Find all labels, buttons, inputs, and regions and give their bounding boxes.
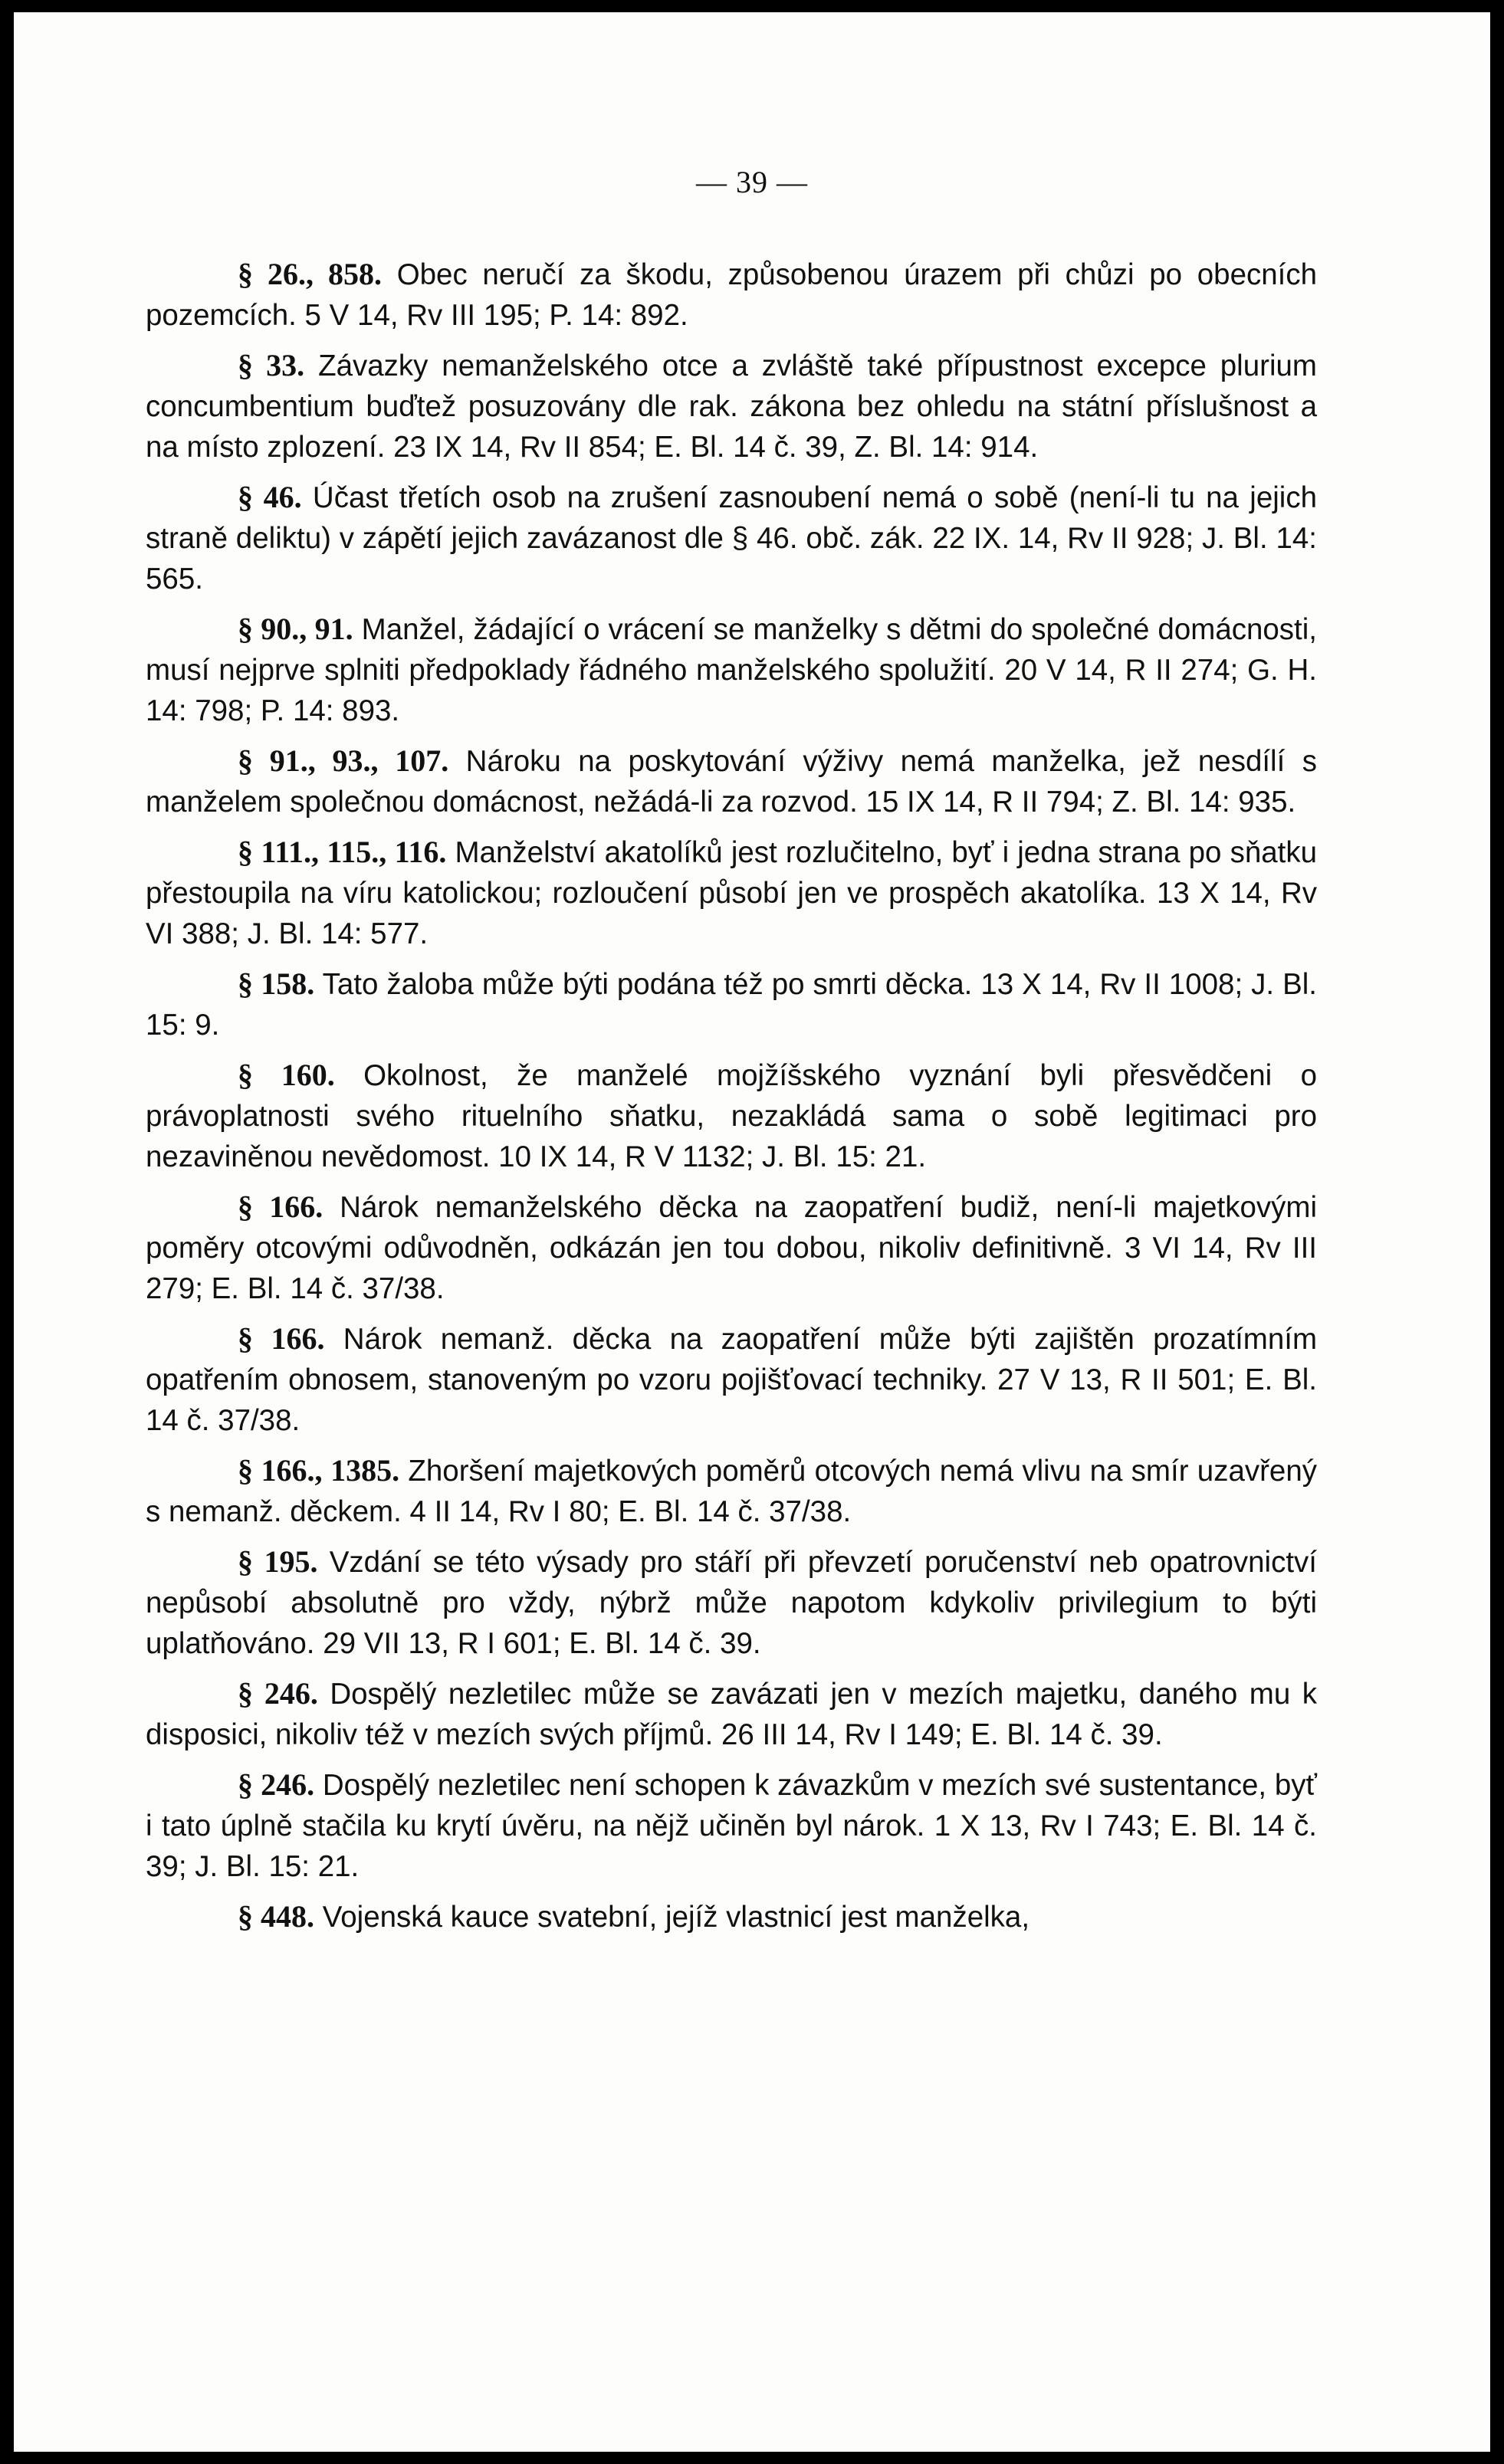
- entry-text: Závazky nemanželského otce a zvláště také přípustnost excepce plurium concumbentium buďtež posuzovány dle rak. zákona bez ohledu na státní příslušnost a na místo zplození. 23 IX 14, Rv II 854; E. Bl. 14 č. 39, Z. Bl. 14: 914.: [146, 349, 1317, 464]
- entry-text: Nároku na poskytování výživy nemá manželka, jež nesdílí s manželem společnou domácnost, nežádá-li za rozvod. 15 IX 14, R II 794; Z. Bl. 14: 935.: [146, 745, 1317, 819]
- section-reference: § 246.: [238, 1767, 315, 1802]
- entry-paragraph: [146, 740, 1317, 822]
- section-reference: § 111., 115., 116.: [238, 835, 447, 869]
- entry-paragraph: [146, 1186, 1317, 1309]
- section-reference: § 160.: [238, 1058, 335, 1092]
- document-page: [14, 12, 1490, 2452]
- entry-text: Dospělý nezletilec není schopen k závazkům v mezích své sustentance, byť i tato úplně stačila ku krytí úvěru, na nějž učiněn byl nárok. 1 X 13, Rv I 743; E. Bl. 14 č. 39; J. Bl. 15: 21.: [146, 1769, 1317, 1883]
- section-reference: § 158.: [238, 966, 315, 1001]
- entry-text: Obec neručí za škodu, způsobenou úrazem při chůzi po obecních pozemcích. 5 V 14, Rv III 195; P. 14: 892.: [146, 258, 1317, 332]
- section-reference: § 246.: [238, 1676, 318, 1711]
- entry-paragraph: [146, 1764, 1317, 1887]
- section-reference: § 91., 93., 107.: [238, 743, 449, 778]
- entry-paragraph: [146, 963, 1317, 1045]
- entry-text: Vojenská kauce svatební, jejíž vlastnicí jest manželka,: [314, 1901, 1030, 1934]
- entry-text: Účast třetích osob na zrušení zasnoubení nemá o sobě (není-li tu na jejich straně deliktu) v zápětí jejich zavázanost dle § 46. obč. zák. 22 IX. 14, Rv II 928; J. Bl. 14: 565.: [146, 481, 1318, 595]
- section-reference: § 46.: [238, 480, 302, 514]
- section-reference: § 166.: [238, 1189, 323, 1224]
- entry-paragraph: [146, 1896, 1317, 1937]
- entry-text: Dospělý nezletilec může se zavázati jen v mezích majetku, daného mu k disposici, nikoliv též v mezích svých příjmů. 26 III 14, Rv I 149; E. Bl. 14 č. 39.: [146, 1678, 1317, 1751]
- section-reference: § 26., 858.: [238, 257, 382, 291]
- entry-paragraph: [146, 832, 1317, 954]
- entry-text: Okolnost, že manželé mojžíšského vyznání byli přesvědčeni o právoplatnosti svého rituelního sňatku, nezakládá sama o sobě legitimaci pro nezaviněnou nevědomost. 10 IX 14, R V 1132; J. Bl. 15: 21.: [146, 1059, 1317, 1173]
- page-body: [146, 254, 1317, 1947]
- section-reference: § 33.: [238, 348, 305, 382]
- entry-text: Tato žaloba může býti podána též po smrti děcka. 13 X 14, Rv II 1008; J. Bl. 15: 9.: [146, 968, 1318, 1042]
- entry-paragraph: [146, 609, 1317, 731]
- section-reference: § 166.: [238, 1321, 325, 1356]
- entry-paragraph: [146, 1450, 1317, 1532]
- entry-paragraph: [146, 477, 1317, 599]
- entry-paragraph: [146, 1318, 1317, 1441]
- section-reference: § 166., 1385.: [238, 1453, 400, 1488]
- entry-text: Zhoršení majetkových poměrů otcových nemá vlivu na smír uzavřený s nemanž. děckem. 4 II 14, Rv I 80; E. Bl. 14 č. 37/38.: [146, 1455, 1317, 1528]
- entry-paragraph: [146, 1541, 1317, 1664]
- entry-paragraph: [146, 345, 1317, 468]
- entry-paragraph: [146, 254, 1317, 336]
- entry-text: Nárok nemanželského děcka na zaopatření budiž, není-li majetkovými poměry otcovými odůvodněn, odkázán jen tou dobou, nikoliv definitivně. 3 VI 14, Rv III 279; E. Bl. 14 č. 37/38.: [146, 1191, 1317, 1305]
- entry-text: Manžel, žádající o vrácení se manželky s dětmi do společné domácnosti, musí nejprve splniti předpoklady řádného manželského spolužití. 20 V 14, R II 274; G. H. 14: 798; P. 14: 893.: [146, 613, 1318, 727]
- section-reference: § 90., 91.: [238, 612, 353, 646]
- entry-text: Manželství akatolíků jest rozlučitelno, byť i jedna strana po sňatku přestoupila na víru katolickou; rozloučení působí jen ve prospěch akatolíka. 13 X 14, Rv VI 388; J. Bl. 14: 577.: [146, 836, 1318, 950]
- page-number: — 39 —: [696, 165, 808, 199]
- entry-text: Nárok nemanž. děcka na zaopatření může býti zajištěn prozatímním opatřením obnosem, stanoveným po vzoru pojišťovací techniky. 27 V 13, R II 501; E. Bl. 14 č. 37/38.: [146, 1323, 1318, 1437]
- section-reference: § 195.: [238, 1544, 318, 1579]
- section-reference: § 448.: [238, 1899, 314, 1934]
- entry-paragraph: [146, 1673, 1317, 1755]
- entry-text: Vzdání se této výsady pro stáří při převzetí poručenství neb opatrovnictví nepůsobí absolutně pro vždy, nýbrž může napotom kdykoliv privilegium to býti uplatňováno. 29 VII 13, R I 601; E. Bl. 14 č. 39.: [146, 1546, 1317, 1660]
- entry-paragraph: [146, 1055, 1317, 1177]
